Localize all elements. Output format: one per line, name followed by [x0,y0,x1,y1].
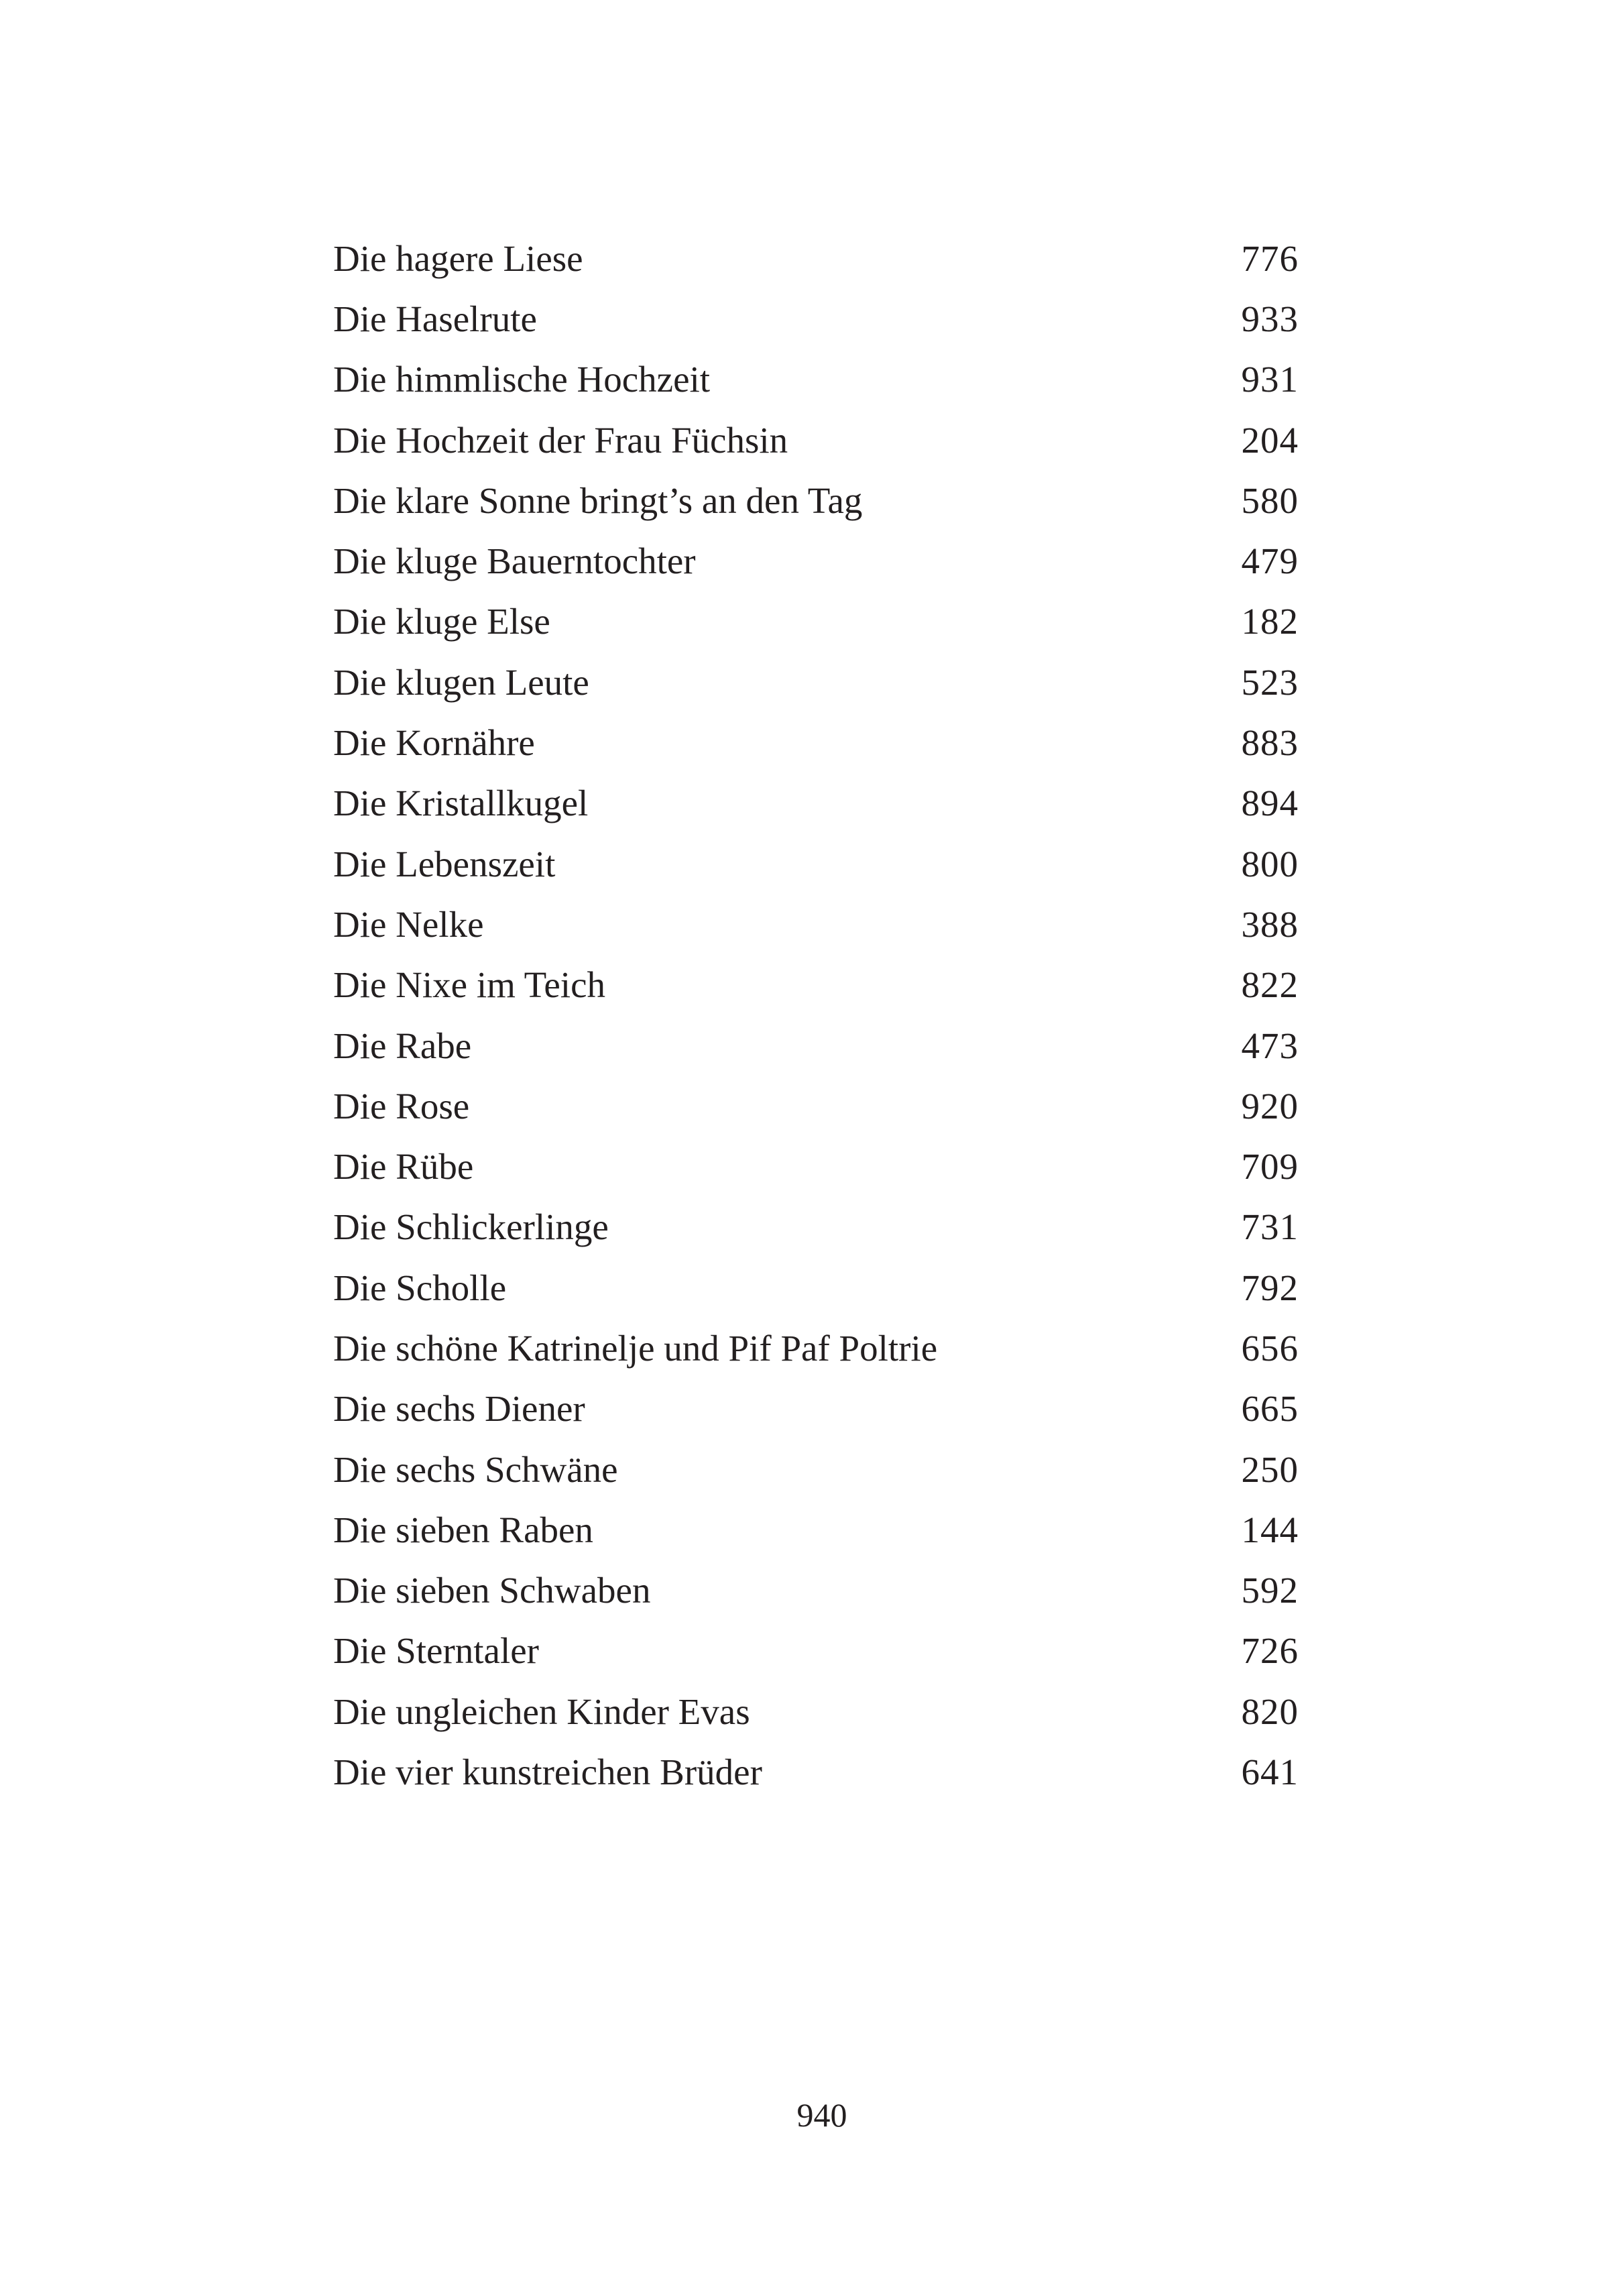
entry-title: Die ungleichen Kinder Evas [333,1690,750,1732]
toc-entry [333,652,1299,712]
entry-page-number: 731 [1241,1206,1299,1248]
entry-title: Die Kristallkugel [333,783,589,824]
toc-entry [333,1015,1299,1076]
entry-page-number: 665 [1241,1388,1299,1430]
entry-page-number: 883 [1241,722,1299,764]
entry-page-number: 204 [1241,419,1299,461]
toc-entry [333,530,1299,591]
entry-page-number: 473 [1241,1025,1299,1066]
entry-title: Die vier kunstreichen Brüder [333,1752,762,1793]
toc-entry [333,1681,1299,1741]
toc-entry [333,1499,1299,1560]
toc-entry [333,1318,1299,1378]
entry-page-number: 820 [1241,1690,1299,1732]
toc-entry [333,1076,1299,1136]
toc-entry [333,834,1299,894]
toc-entry [333,1560,1299,1621]
entry-page-number: 479 [1241,540,1299,582]
entry-title: Die Lebenszeit [333,843,556,884]
toc-entry [333,1741,1299,1802]
entry-title: Die Haselrute [333,298,537,339]
entry-title: Die Kornähre [333,722,535,764]
entry-page-number: 894 [1241,783,1299,824]
entry-page-number: 523 [1241,661,1299,703]
toc-entry [333,894,1299,954]
entry-title: Die kluge Bauerntochter [333,540,696,582]
entry-page-number: 641 [1241,1752,1299,1793]
entry-page-number: 388 [1241,903,1299,945]
entry-page-number: 144 [1241,1509,1299,1550]
toc-entry [333,288,1299,349]
entry-title: Die Nixe im Teich [333,964,606,1006]
entry-page-number: 592 [1241,1570,1299,1611]
toc-entry [333,1621,1299,1681]
toc-entry [333,955,1299,1015]
entry-page-number: 800 [1241,843,1299,884]
toc-entry [333,1379,1299,1439]
toc-entry [333,712,1299,772]
entry-title: Die Nelke [333,903,484,945]
entry-page-number: 776 [1241,237,1299,279]
entry-title: Die sieben Raben [333,1509,593,1550]
entry-title: Die Hochzeit der Frau Füchsin [333,419,788,461]
table-of-contents [333,228,1299,1802]
entry-title: Die Scholle [333,1267,507,1308]
entry-title: Die himmlische Hochzeit [333,359,711,400]
entry-title: Die Rose [333,1085,470,1127]
entry-page-number: 580 [1241,479,1299,521]
toc-entry [333,228,1299,288]
entry-title: Die Rabe [333,1025,472,1066]
entry-title: Die Rübe [333,1146,474,1188]
entry-page-number: 656 [1241,1327,1299,1369]
entry-page-number: 709 [1241,1146,1299,1188]
entry-title: Die sieben Schwaben [333,1570,651,1611]
entry-title: Die Sterntaler [333,1630,539,1672]
toc-entry [333,410,1299,470]
toc-entry [333,1439,1299,1499]
entry-page-number: 182 [1241,601,1299,642]
toc-entry [333,1257,1299,1318]
entry-page-number: 931 [1241,359,1299,400]
entry-title: Die kluge Else [333,601,550,642]
entry-title: Die hagere Liese [333,237,583,279]
entry-page-number: 933 [1241,298,1299,339]
toc-entry [333,349,1299,410]
page-number: 940 [796,2096,847,2134]
toc-entry [333,1197,1299,1257]
toc-entry [333,591,1299,652]
entry-page-number: 792 [1241,1267,1299,1308]
entry-title: Die schöne Katrinelje und Pif Paf Poltrie [333,1327,938,1369]
toc-entry [333,773,1299,834]
entry-title: Die klugen Leute [333,661,589,703]
entry-title: Die klare Sonne bringt’s an den Tag [333,479,863,521]
entry-page-number: 726 [1241,1630,1299,1672]
entry-title: Die sechs Schwäne [333,1448,618,1490]
toc-entry [333,470,1299,530]
entry-title: Die sechs Diener [333,1388,585,1430]
entry-title: Die Schlickerlinge [333,1206,609,1248]
entry-page-number: 250 [1241,1448,1299,1490]
toc-entry [333,1136,1299,1196]
entry-page-number: 822 [1241,964,1299,1006]
entry-page-number: 920 [1241,1085,1299,1127]
